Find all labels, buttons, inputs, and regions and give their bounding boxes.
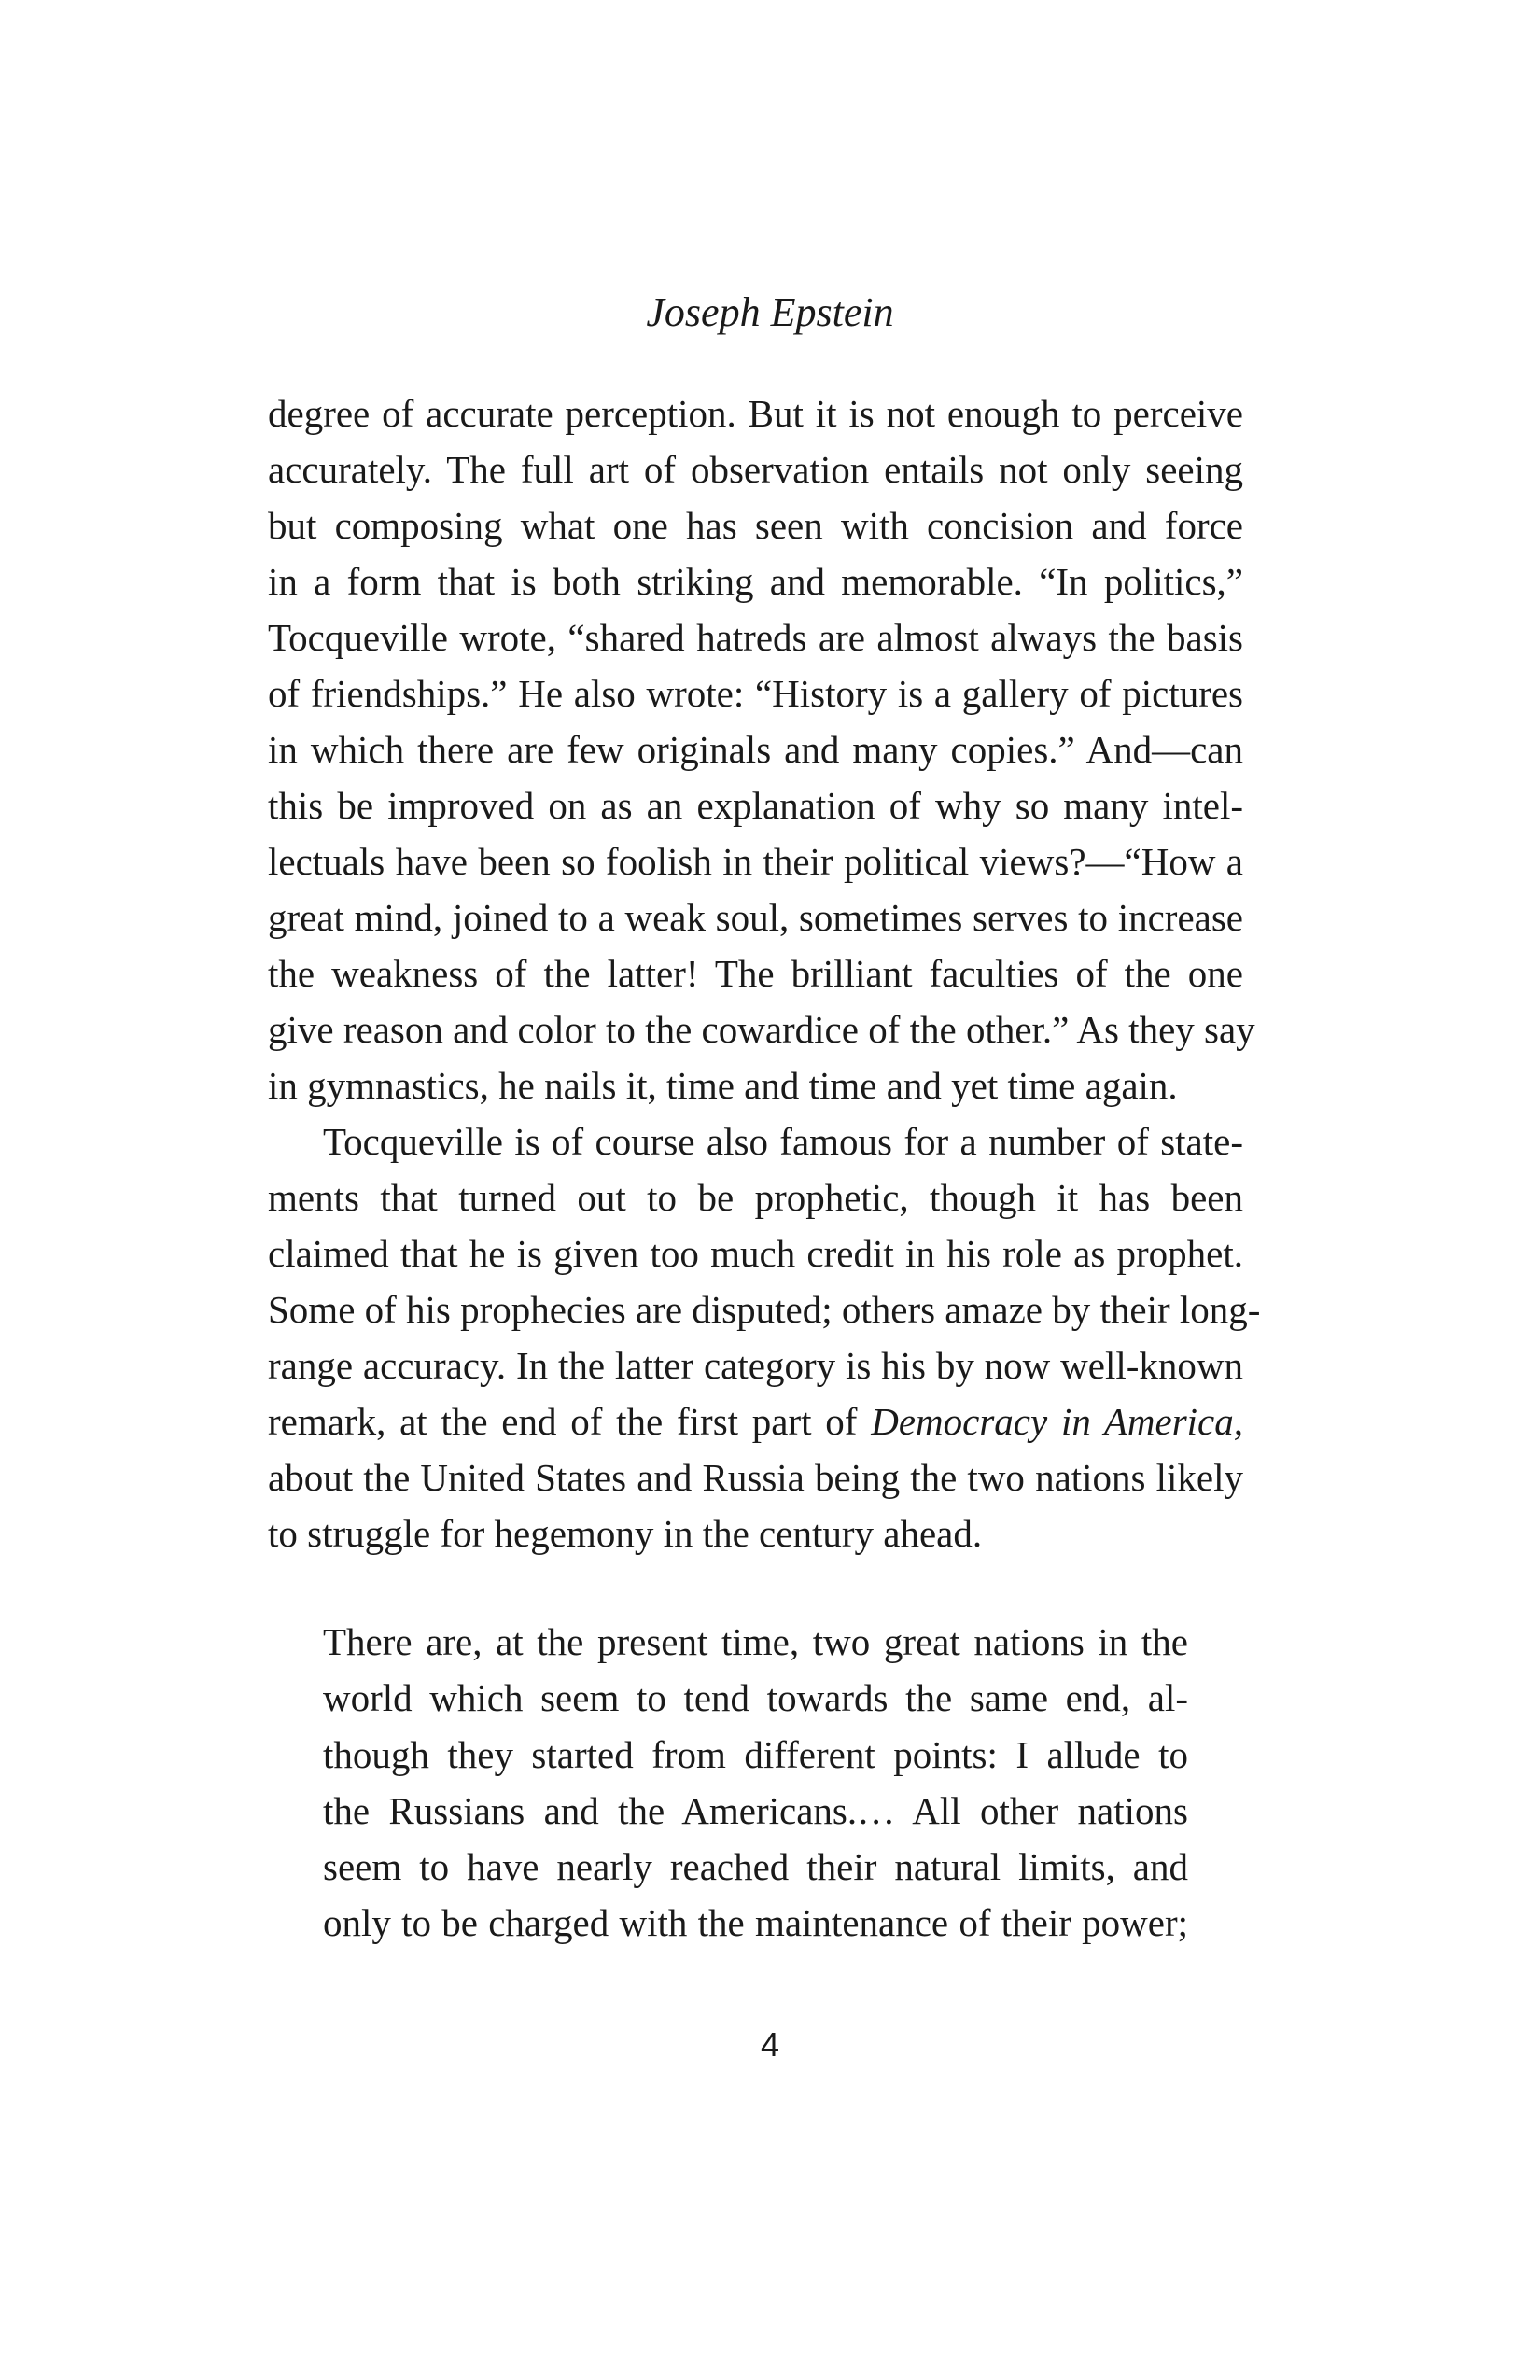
block-quote [323,1614,1188,1952]
text-line: great mind, joined to a weak soul, sometimes serves to increase [268,896,1243,939]
text-line: though they started from different points: I allude to [323,1732,1188,1776]
text-line: in which there are few originals and many copies.” And—can [268,728,1243,771]
text-line: in a form that is both striking and memorable. “In politics,” [268,560,1243,603]
text-line: world which seem to tend towards the same end, al- [323,1676,1188,1720]
text-line [268,1393,1243,1449]
text-line: the weakness of the latter! The brilliant faculties of the one [268,952,1243,995]
text-line: Tocqueville wrote, “shared hatreds are almost always the basis [268,616,1243,659]
text-line: only to be charged with the maintenance of their power; [323,1901,1188,1945]
page-number: 4 [760,2025,780,2064]
text-line: Tocqueville is of course also famous for a number of state- [323,1120,1243,1163]
text-line: give reason and color to the cowardice of the other.” As they say [268,1008,1255,1051]
text-line: but composing what one has seen with concision and force [268,504,1243,547]
text-line: claimed that he is given too much credit in his role as prophet. [268,1232,1243,1275]
text-line: accurately. The full art of observation entails not only seeing [268,448,1243,491]
text-line: the Russians and the Americans.… All other nations [323,1788,1188,1832]
text-segment: remark, at the end of the first part of [268,1400,872,1443]
italic-title: Democracy in America, [871,1400,1243,1443]
text-line: this be improved on as an explanation of why so many intel- [268,784,1243,827]
text-line: about the United States and Russia being the two nations likely [268,1456,1243,1499]
text-line: lectuals have been so foolish in their political views?—“How a [268,840,1243,883]
running-head: Joseph Epstein [646,289,894,335]
text-line: range accuracy. In the latter category is his by now well-known [268,1344,1243,1387]
text-line: ments that turned out to be prophetic, though it has been [268,1176,1243,1219]
text-line: in gymnastics, he nails it, time and time and yet time again. [268,1064,1178,1107]
text-line: to struggle for hegemony in the century ahead. [268,1512,983,1555]
text-line: seem to have nearly reached their natural limits, and [323,1845,1188,1889]
body-text [268,385,1261,1561]
text-line: Some of his prophecies are disputed; others amaze by their long- [268,1288,1261,1331]
text-line: There are, at the present time, two great nations in the [323,1620,1188,1663]
text-line: degree of accurate perception. But it is not enough to perceive [268,392,1243,435]
text-line: of friendships.” He also wrote: “History is a gallery of pictures [268,672,1243,715]
